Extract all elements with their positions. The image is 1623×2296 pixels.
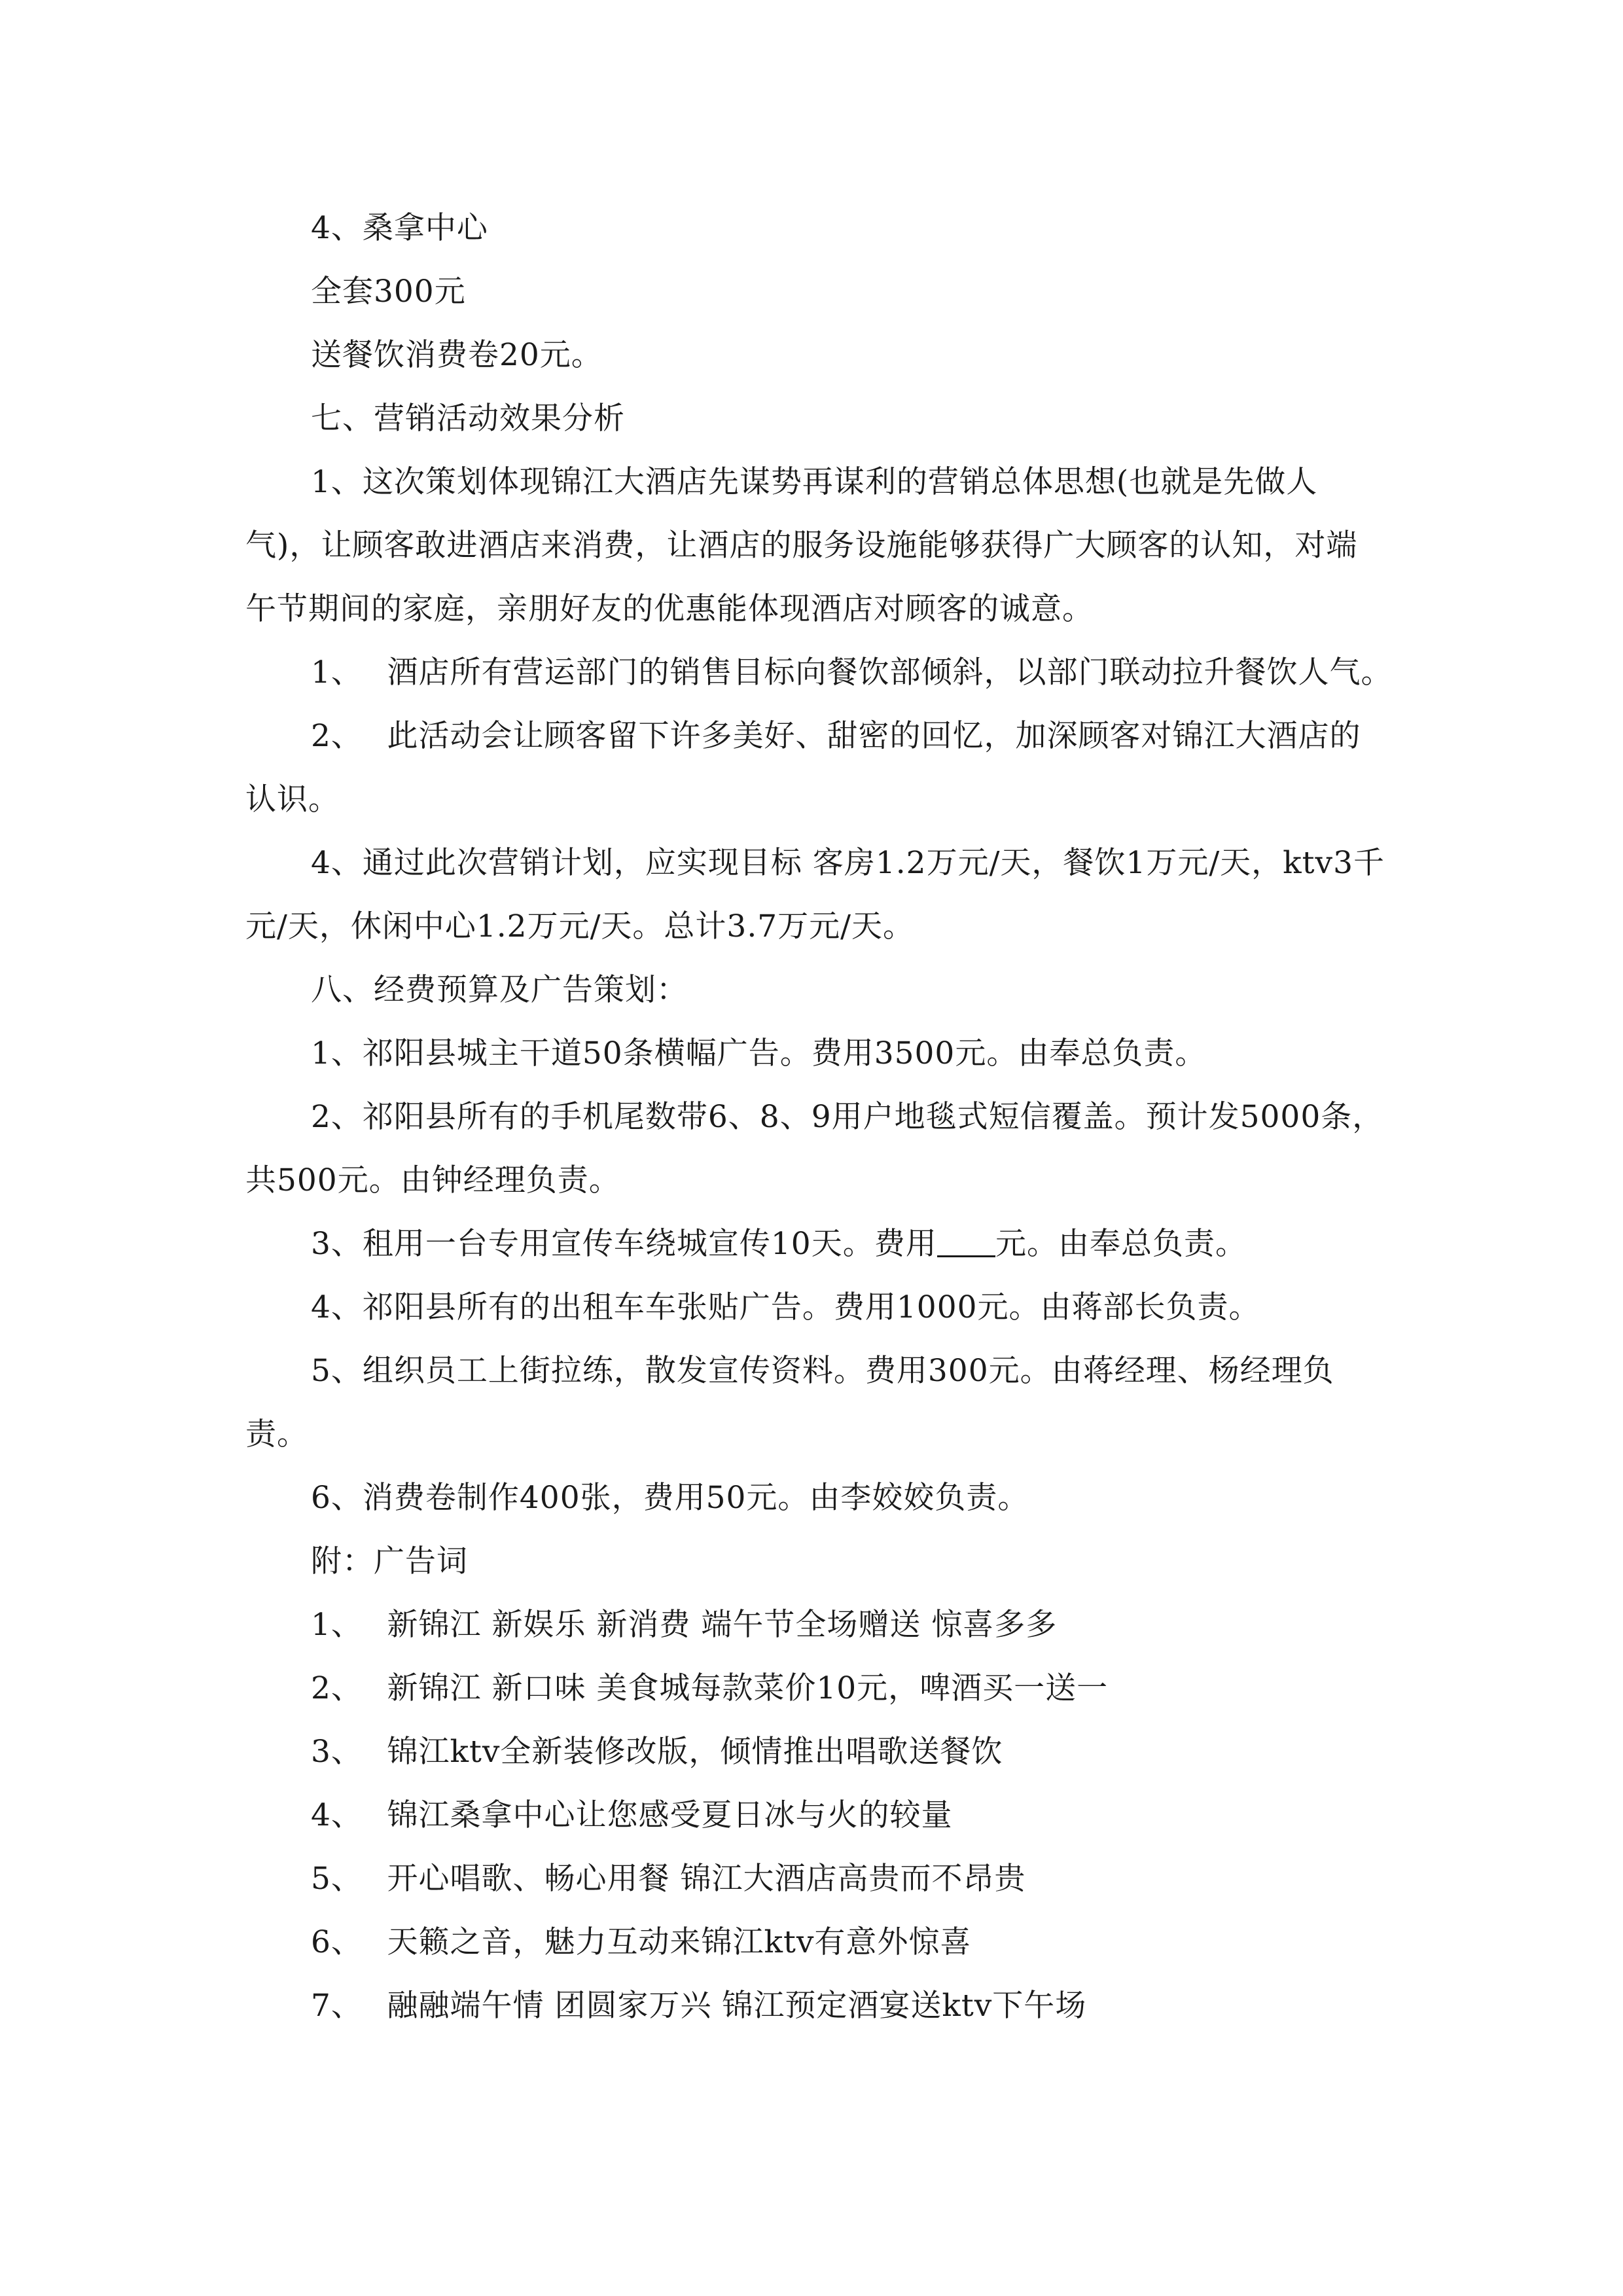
- slogan-item: [245, 1974, 1387, 2037]
- item-text: 酒店所有营运部门的销售目标向餐饮部倾斜，以部门联动拉升餐饮人气。: [387, 655, 1393, 691]
- section-heading: 七、营销活动效果分析: [311, 401, 625, 437]
- item-number: 6、: [311, 1924, 363, 1960]
- budget-item: 3、租用一台专用宣传车绕城宣传10天。费用 元。由奉总负责。: [311, 1226, 1247, 1262]
- item-text: 新锦江 新娱乐 新消费 端午节全场赠送 惊喜多多: [387, 1607, 1058, 1643]
- budget-item: 2、祁阳县所有的手机尾数带6、8、9用户地毯式短信覆盖。预计发5000条，共500元。由钟经理负责。: [245, 1099, 1384, 1198]
- item-number: 2、: [311, 1670, 363, 1706]
- item-text: 此活动会让顾客留下许多美好、甜密的回忆，加深顾客对锦江大酒店的认识。: [245, 718, 1361, 817]
- paragraph: 全套300元: [311, 274, 466, 310]
- paragraph: 1、这次策划体现锦江大酒店先谋势再谋利的营销总体思想(也就是先做人气)，让顾客敢进酒店来消费，让酒店的服务设施能够获得广大顾客的认知，对端午节期间的家庭，亲朋好友的优惠能体现酒店对顾客的诚意。: [245, 464, 1358, 627]
- section-heading: 附：广告词: [311, 1543, 468, 1579]
- numbered-item: [245, 704, 1387, 831]
- paragraph: 送餐饮消费卷20元。: [311, 337, 603, 373]
- numbered-item: [245, 641, 1393, 704]
- slogan-item: [245, 1720, 1387, 1784]
- slogan-item: [245, 1657, 1387, 1720]
- blank-fill-line: [937, 1227, 995, 1257]
- item-number: 7、: [311, 1988, 363, 2024]
- paragraph: 4、桑拿中心: [311, 210, 488, 246]
- slogan-item: [245, 1784, 1387, 1847]
- item-number: 4、: [311, 1797, 363, 1833]
- item-text: 开心唱歌、畅心用餐 锦江大酒店高贵而不昂贵: [387, 1861, 1026, 1897]
- section-heading: 八、经费预算及广告策划：: [311, 972, 688, 1008]
- item-text: 天籁之音，魅力互动来锦江ktv有意外惊喜: [387, 1924, 972, 1960]
- budget-item: 4、祁阳县所有的出租车车张贴广告。费用1000元。由蒋部长负责。: [311, 1289, 1260, 1325]
- paragraph: 4、通过此次营销计划，应实现目标 客房1.2万元/天，餐饮1万元/天，ktv3千元/天，休闲中心1.2万元/天。总计3.7万元/天。: [245, 845, 1385, 944]
- item-number: 5、: [311, 1861, 363, 1897]
- item-number: 2、: [311, 718, 363, 754]
- budget-item: 5、组织员工上街拉练，散发宣传资料。费用300元。由蒋经理、杨经理负责。: [245, 1353, 1334, 1452]
- item-number: 1、: [311, 655, 363, 691]
- item-number: 1、: [311, 1607, 363, 1643]
- item-text: 新锦江 新口味 美食城每款菜价10元，啤酒买一送一: [387, 1670, 1109, 1706]
- item-text: 融融端午情 团圆家万兴 锦江预定酒宴送ktv下午场: [387, 1988, 1087, 2024]
- slogan-item: [245, 1847, 1387, 1910]
- document-body: [245, 196, 1393, 2037]
- budget-item: 6、消费卷制作400张，费用50元。由李姣姣负责。: [311, 1480, 1029, 1516]
- slogan-item: [245, 1593, 1387, 1657]
- item-text: 锦江桑拿中心让您感受夏日冰与火的较量: [387, 1797, 953, 1833]
- slogan-item: [245, 1910, 1387, 1974]
- item-number: 3、: [311, 1734, 363, 1770]
- budget-item: 1、祁阳县城主干道50条横幅广告。费用3500元。由奉总负责。: [311, 1035, 1207, 1071]
- item-text: 锦江ktv全新装修改版，倾情推出唱歌送餐饮: [387, 1734, 1003, 1770]
